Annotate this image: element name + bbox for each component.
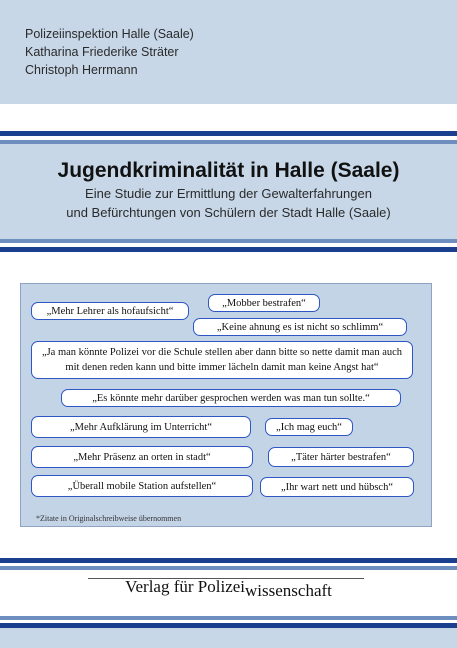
quote-bubble xyxy=(31,446,253,468)
author-name-2: Christoph Herrmann xyxy=(25,63,138,77)
author-name-1: Katharina Friederike Sträter xyxy=(25,45,179,59)
publisher-suffix: wissenschaft xyxy=(245,581,332,600)
author-institution: Polizeiinspektion Halle (Saale) xyxy=(25,27,194,41)
publisher-main: Verlag für Polizei xyxy=(125,577,246,596)
subtitle-line-1: Eine Studie zur Ermittlung der Gewalterfahrungen xyxy=(85,186,372,201)
quote-text: „Mobber bestrafen“ xyxy=(222,297,306,309)
quote-bubble xyxy=(31,416,251,438)
quote-text: „Überall mobile Station aufstellen“ xyxy=(67,480,217,492)
quote-bubble xyxy=(260,477,414,497)
quote-bubble xyxy=(265,418,353,436)
quote-text: „Ich mag euch“ xyxy=(276,421,342,433)
footer-band xyxy=(0,628,457,648)
quote-text: „Täter härter bestrafen“ xyxy=(291,451,391,463)
footnote: *Zitate in Originalschreibweise übernommen xyxy=(36,514,182,523)
stripe-light-bottom xyxy=(0,566,457,570)
publisher-name xyxy=(0,577,457,600)
quote-text: „Mehr Lehrer als hofaufsicht“ xyxy=(46,305,174,317)
quote-text: „Mehr Präsenz an orten in stadt“ xyxy=(73,451,211,463)
quote-text: „Ja man könnte Polizei vor die Schule stellen aber dann bitte so nette damit man auch mit denen reden kann und bitte immer lächeln damit man keine Angst hat“ xyxy=(41,347,403,373)
quote-text: „Es könnte mehr darüber gesprochen werden was man tun sollte.“ xyxy=(92,392,370,404)
quote-bubble xyxy=(31,341,413,379)
quote-bubble xyxy=(268,447,414,467)
subtitle-line-2: und Befürchtungen von Schülern der Stadt Halle (Saale) xyxy=(66,205,391,220)
book-title: Jugendkriminalität in Halle (Saale) xyxy=(57,159,400,182)
quote-bubble xyxy=(31,475,253,497)
stripe-dark-mid xyxy=(0,247,457,252)
quote-text: „Ihr wart nett und hübsch“ xyxy=(281,481,393,493)
quote-bubble xyxy=(31,302,189,320)
quote-bubble xyxy=(193,318,407,336)
quote-bubble xyxy=(61,389,401,407)
quote-text: „Keine ahnung es ist nicht so schlimm“ xyxy=(216,321,384,333)
quote-bubble xyxy=(208,294,320,312)
quote-text: „Mehr Aufklärung im Unterricht“ xyxy=(70,421,212,433)
